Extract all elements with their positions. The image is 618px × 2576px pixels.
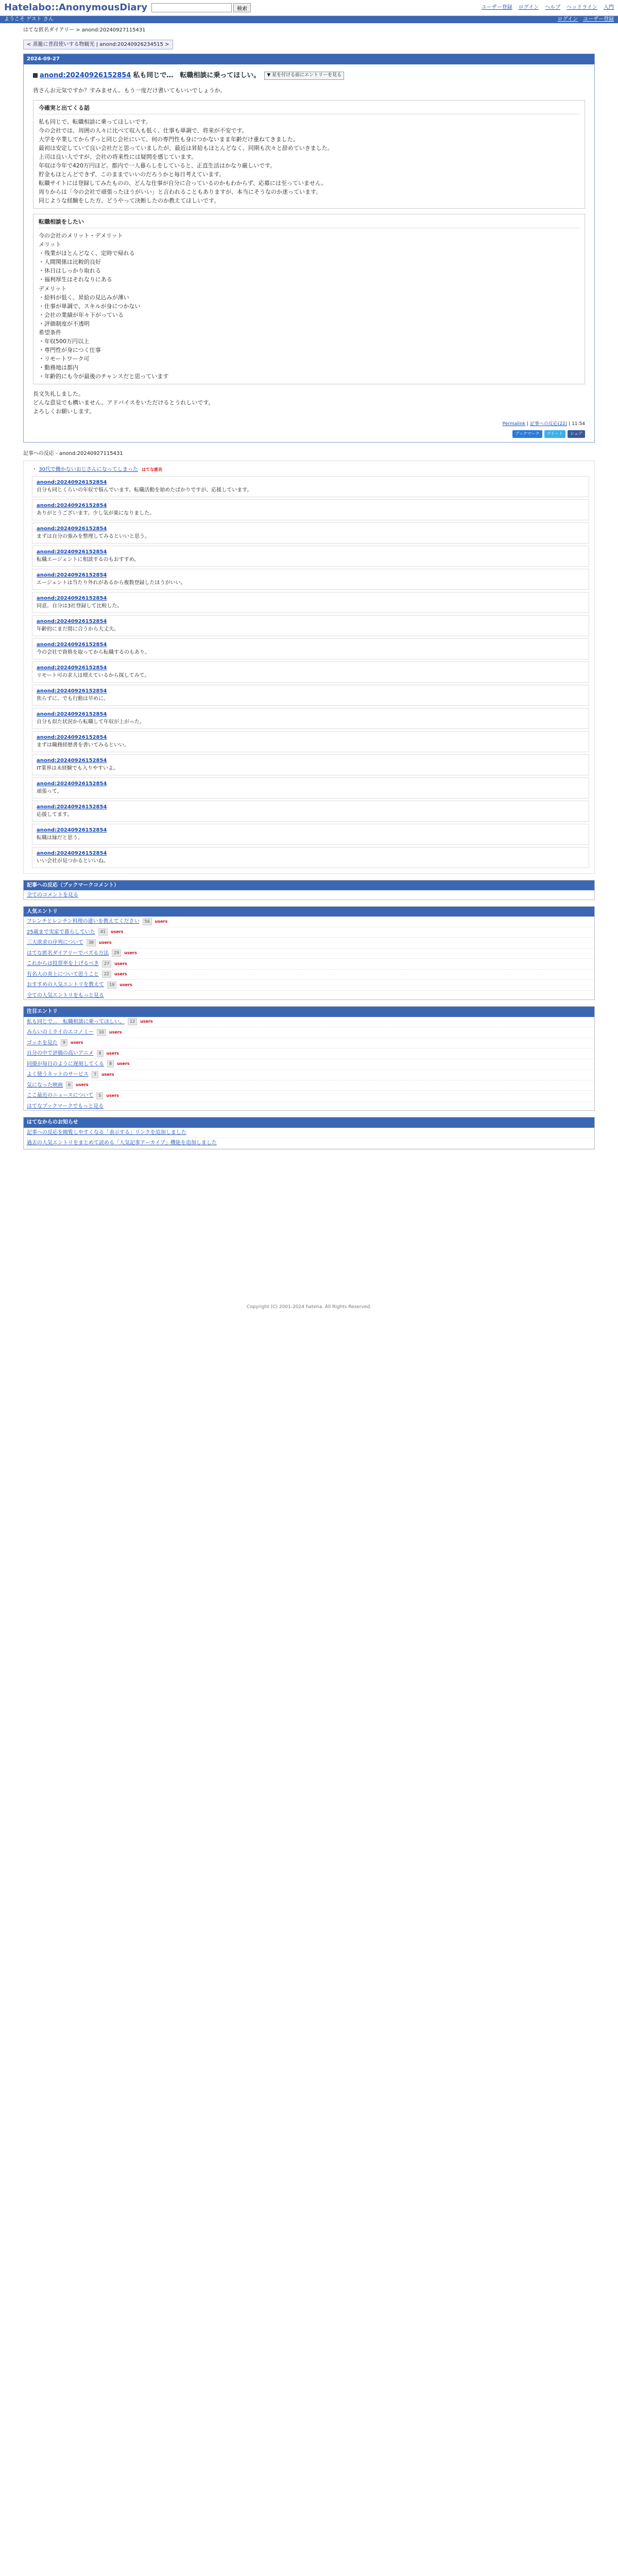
comment-item [32,592,589,613]
section-paragraph: ・残業がほとんどなく、定時で帰れる [39,250,135,257]
bookmark-button[interactable]: ブックマーク [512,430,542,437]
comment-text: 今の会社で資格を取ってから転職するのもあり。 [37,650,150,656]
comment-text: 同意。自分は3社登録して比較した。 [37,603,123,609]
comment-item [32,777,589,799]
comment-text: 焦らずに、でも行動は早めに。 [37,696,109,702]
users-label: users [70,1040,83,1045]
comment-link[interactable]: anond:20240926152854 [37,827,107,833]
entry-title-text: 私も同じで… 転職相談に乗ってほしい。 [133,71,261,79]
users-label: users [119,982,132,987]
comment-item [32,754,589,775]
panel-row [24,1080,594,1091]
comment-root-link[interactable]: 30代で働かないおじさんになってしまった [39,467,138,473]
comment-root [32,466,589,474]
panel-row-link[interactable]: みらいのミライのエコノミー [27,1029,94,1036]
section-heading: 今確実と出てくる話 [39,104,579,114]
panel-row [24,959,594,970]
comment-text: 自分も似た状況から転職して年収が上がった。 [37,719,145,725]
star-button[interactable]: ▼ 星を付ける前にエントリーを見る [264,72,344,80]
comment-link[interactable]: anond:20240926152854 [37,502,107,509]
panel-row [24,948,594,959]
comment-item [32,824,589,845]
section-paragraph: 最初は安定していて良い会社だと思っていましたが、最近は昇給もほとんどなく、同期も次々と辞めていきました。 [39,144,333,151]
users-label: users [76,1082,89,1088]
closing-paragraph: どんな意見でも構いません。アドバイスをいただけるとうれしいです。 [33,399,214,406]
panel-heading: はてなからのお知らせ [24,1117,594,1128]
comment-link[interactable]: anond:20240926152854 [37,618,107,624]
comment-text: リモート可の求人は増えているから探してみて。 [37,673,150,679]
comment-text: まずは自分の強みを整理してみるといいと思う。 [37,534,150,540]
panel-row [24,1048,594,1059]
bookmark-count: 27 [102,960,111,968]
section-0 [33,100,585,209]
panel-row-link[interactable]: これからは投票率を上げるべき [27,961,99,967]
panel-row [24,1138,594,1149]
comment-root-tag: はてな匿名 [142,467,163,472]
search-button[interactable]: 検索 [233,3,251,12]
panel-row [24,917,594,927]
entry-title [33,71,585,81]
comment-item [32,638,589,659]
section-paragraph: ・勤務地は都内 [39,364,78,371]
section-paragraph: 転職サイトには登録してみたものの、どんな仕事が自分に合っているのかもわからず、応募には至っていません。 [39,180,327,187]
comment-item [32,708,589,729]
panel-row-link[interactable]: おすすめの人気エントリを教えて [27,982,105,988]
panel-row-link[interactable]: 有名人の炎上について思うこと [27,971,99,977]
comment-link[interactable]: anond:20240926152854 [37,595,107,601]
comment-link[interactable]: anond:20240926152854 [37,665,107,671]
section-paragraph: ・年収500万円以上 [39,337,89,345]
panel-row-link[interactable]: 気になった映画 [27,1082,63,1088]
comment-text: まずは職務経歴書を書いてみるといい。 [37,742,129,749]
login-link[interactable]: ログイン [557,16,578,23]
comment-item [32,499,589,520]
section-paragraph: ・会社の業績が年々下がっている [39,311,124,318]
panel-row-link[interactable]: 三大欲求の序列について [27,940,83,946]
bookmark-count: 5 [96,1092,103,1099]
comment-item [32,569,589,590]
panel-row [24,927,594,938]
register-link[interactable]: ユーザー登録 [583,16,614,23]
section-heading: 転職相談をしたい [39,217,579,228]
bookmark-count: 8 [107,1060,114,1067]
panel-row [24,1059,594,1070]
section-1 [33,214,585,384]
comments-heading: 記事への反応 - anond:20240927115431 [23,450,123,456]
bookmark-count: 10 [97,1029,106,1036]
bookmark-count: 12 [128,1018,137,1025]
panel-row-link[interactable]: ここ最近のニュースについて [27,1093,94,1099]
panel-more-link[interactable]: はてなブックマークでもっと見る [27,1103,104,1109]
users-label: users [140,1019,153,1024]
entry-nav[interactable]: < 蒸籠に普段使いする物観光 | anond:20240926234515 > [23,40,173,50]
entry-title-link[interactable]: anond:20240926152854 [40,71,131,79]
comment-item [32,731,589,752]
users-label: users [117,1061,130,1066]
users-label: users [114,961,127,966]
entry-footer: Permalink | 記事への反応(22) | 11:54 [502,421,585,427]
comment-item [32,476,589,497]
panel-row-link[interactable]: 私も同じで… 転職相談に乗ってほしい。 [27,1019,125,1025]
entry-intro: 皆さんお元気ですか？すみません。もう一度だけ書いてもいいでしょうか。 [33,87,226,94]
reactions-link[interactable]: 記事への反応(22) [529,421,568,427]
entry [23,54,595,443]
section-paragraph: 大学を卒業してからずっと同じ会社にいて、何の専門性も身につかないまま年齢だけ重ねてきました。 [39,135,299,143]
panel-row-link[interactable]: ゴッホを見た [27,1040,58,1046]
section-paragraph: 今の会社では、周囲の人々に比べて収入も低く、仕事も単調で、将来が不安です。 [39,127,248,134]
comment-text: IT業界は未経験でも入りやすいよ。 [37,766,119,772]
comment-tree [23,461,595,874]
panel-row-link[interactable]: 同僚が毎日のように遅刻してくる [27,1061,104,1067]
panel-row-link[interactable]: よく使うネットのサービス [27,1072,89,1078]
panel-more-link[interactable]: 全ての人気エントリをもっと見る [27,992,104,998]
panel-row-link[interactable]: 自分の中で評価の高いアニメ [27,1050,94,1057]
closing-paragraph: よろしくお願いします。 [33,408,95,415]
bookmark-count: 9 [61,1039,67,1046]
entry-date: 2024-09-27 [24,54,594,64]
users-label: users [106,1093,119,1098]
section-paragraph: 私も同じで、転職相談に乗ってほしいです。 [39,118,151,125]
bookmark-count: 41 [98,928,108,936]
comment-text: 転職エージェントに相談するのもおすすめ。 [37,557,140,563]
section-paragraph: 上司は良い人ですが、会社の将来性には疑問を感じています。 [39,153,197,160]
bookmark-count: 29 [112,950,121,957]
welcome-text: ようこそ ゲスト さん [4,16,54,23]
panel-row-link[interactable]: はてな匿名ダイアリーでバズる方法 [27,950,109,956]
comment-text: エージェントは当たり外れがあるから複数登録したほうがいい。 [37,580,186,586]
panel-row [24,1128,594,1139]
section-paragraph: ・年齢的にも今が最後のチャンスだと思っています [39,373,169,380]
section-paragraph: ・専門性が身につく仕事 [39,346,101,353]
section-paragraph: 貯金もほとんどできず、このままでいいのだろうかと毎日考えています。 [39,171,225,178]
comment-text: 頑張って。 [37,789,62,795]
top-link-1[interactable]: ログイン [518,5,539,11]
panel-more-link[interactable]: 全てのコメントを見る [27,892,78,899]
section-paragraph: 同じような経験をした方、どうやって決断したのか教えてほしいです。 [39,197,220,205]
section-paragraph: ・休日はしっかり取れる [39,267,101,275]
site-logo[interactable]: Hatelabo::AnonymousDiary [4,2,148,13]
comment-text: ありがとうございます。少し気が楽になりました。 [37,511,155,517]
side-panel [23,906,595,1001]
main-content [23,26,595,1311]
entry-body [24,64,594,442]
comment-item [32,662,589,683]
square-icon [33,73,38,78]
side-panel [23,880,595,900]
panel-row-link[interactable]: 過去の人気エントリをまとめて読める「人気記事アーカイブ」機能を追加しました [27,1140,217,1146]
top-link-3[interactable]: ヘッドライン [566,5,597,11]
entry-time: 11:54 [572,421,585,427]
section-paragraph: 年収は今年で420万円ほど。都内で一人暮らしをしていると、正直生活はかなり厳しいです。 [39,162,276,169]
panel-row [24,980,594,991]
comment-item [32,522,589,544]
panel-row [24,1070,594,1080]
comment-text: いい会社が見つかるといいね。 [37,858,109,865]
section-paragraph: ・人間関係は比較的良好 [39,259,101,266]
section-paragraph: 希望条件 [39,329,61,336]
panel-row [24,1091,594,1101]
panel-heading: 記事への反応（ブックマークコメント） [24,880,594,891]
top-bar [0,0,618,16]
section-paragraph: デメリット [39,285,67,292]
tweet-button[interactable]: ツイート [544,430,566,437]
comment-link[interactable]: anond:20240926152854 [37,688,107,694]
comment-link[interactable]: anond:20240926152854 [37,850,107,856]
comment-link[interactable]: anond:20240926152854 [37,757,107,764]
comment-text: 転職は縁だと思う。 [37,835,83,841]
section-paragraph: ・評価制度が不透明 [39,320,90,327]
users-label: users [110,929,124,935]
top-link-2[interactable]: ヘルプ [545,5,561,11]
comment-item [32,847,589,868]
side-panel [23,1117,595,1149]
user-bar [0,16,618,23]
comment-text: 自分も同じくらいの年収で悩んでいます。転職活動を始めたばかりですが、応援しています。 [37,487,252,494]
share-buttons [33,430,585,437]
comment-link[interactable]: anond:20240926152854 [37,804,107,810]
comment-link[interactable]: anond:20240926152854 [37,641,107,648]
users-label: users [106,1050,119,1056]
panel-row [24,1017,594,1028]
comment-text: 年齢的にまだ間に合うから大丈夫。 [37,626,119,633]
bookmark-count: 22 [102,971,111,978]
search-input[interactable] [151,3,232,12]
users-label: users [109,1029,122,1035]
panel-row-link[interactable]: 記事への反応を閲覧しやすくなる「表示する」リンクを追加しました [27,1129,186,1136]
closing-paragraph: 長文失礼しました。 [33,391,84,398]
bookmark-count: 56 [143,918,152,925]
comment-item [32,546,589,567]
users-label: users [99,940,112,945]
comment-link[interactable]: anond:20240926152854 [37,711,107,717]
section-paragraph: ・リモートワーク可 [39,355,90,362]
section-paragraph: メリット [39,241,61,248]
panel-row [24,970,594,980]
comment-item [32,801,589,822]
panel-row [24,1038,594,1049]
section-paragraph: ・福利厚生はそれなりにある [39,276,112,283]
top-link-4[interactable]: 入門 [604,5,614,11]
comment-link[interactable]: anond:20240926152854 [37,734,107,740]
comment-item [32,615,589,636]
comment-link[interactable]: anond:20240926152854 [37,572,107,578]
section-paragraph: ・仕事が単調で、スキルが身につかない [39,302,141,310]
users-label: users [154,919,168,924]
panel-row-link[interactable]: 25歳まで実家で暮らしていた [27,929,95,935]
top-link-0[interactable]: ユーザー登録 [481,5,512,11]
panel-heading: 注目エントリ [24,1007,594,1017]
users-label: users [101,1072,114,1077]
footer: Copyright (C) 2001-2024 hatena. All Rights Reserved. [246,1304,372,1310]
comment-link[interactable]: anond:20240926152854 [37,479,107,485]
top-links [482,4,614,12]
section-paragraph: ・給料が低く、昇給の見込みが薄い [39,294,129,301]
breadcrumb[interactable]: はてな匿名ダイアリー > anond:20240927115431 [23,27,146,33]
comment-link[interactable]: anond:20240926152854 [37,549,107,555]
comment-link[interactable]: anond:20240926152854 [37,781,107,787]
bookmark-count: 7 [92,1071,98,1078]
users-label: users [124,951,137,956]
section-paragraph: 周りからは「今の会社で頑張ったほうがいい」と言われることもありますが、本当にそうなのか迷っています。 [39,189,322,196]
permalink[interactable]: Permalink [502,421,526,427]
comment-item [32,685,589,706]
panel-row [24,1027,594,1038]
bookmark-count: 8 [97,1050,104,1057]
bookmark-count: 38 [87,939,96,946]
side-panel [23,1006,595,1111]
section-paragraph: 今の会社のメリット・デメリット [39,232,123,240]
users-label: users [114,972,127,977]
comment-link[interactable]: anond:20240926152854 [37,526,107,532]
bullet-icon: ・ [32,467,37,473]
panel-row [24,938,594,948]
comment-text: 応援してます。 [37,812,73,818]
bookmark-count: 6 [66,1081,73,1089]
share-button[interactable]: シェア [568,430,585,437]
panel-row-link[interactable]: フレンチとレンチン料理の違いを教えてください [27,919,140,925]
panel-heading: 人気エントリ [24,907,594,917]
bookmark-count: 19 [107,981,116,989]
